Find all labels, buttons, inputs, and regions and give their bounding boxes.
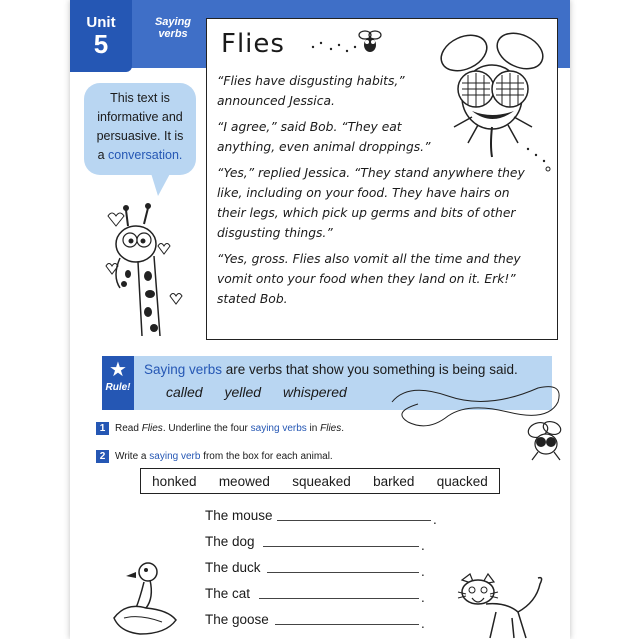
period-mark: . (421, 616, 425, 631)
answer-blank[interactable] (259, 598, 419, 599)
rule-example: yelled (224, 384, 262, 400)
story-paragraph: “Yes,” replied Jessica. “They stand anywhere they like, including on your food. They have hairs on their legs, which pick up germs and bits of other disgusting things.” (217, 166, 525, 240)
unit-topic-tag: Saying verbs (154, 16, 192, 40)
word-box (140, 468, 500, 494)
answer-line (205, 508, 437, 534)
word-option: quacked (436, 473, 488, 489)
question-number: 1 (96, 422, 109, 435)
period-mark: . (421, 538, 425, 553)
answer-line (205, 612, 425, 638)
period-mark: . (421, 590, 425, 605)
word-option: honked (152, 473, 197, 489)
question-2 (96, 450, 333, 463)
speech-line (84, 146, 196, 165)
animal-label: The cat (205, 586, 251, 601)
unit-badge (70, 0, 132, 72)
flying-fly-icon (388, 382, 566, 466)
question-text: Write a (115, 451, 150, 463)
answer-blank[interactable] (277, 520, 431, 521)
word-option: barked (373, 473, 415, 489)
rule-badge (102, 356, 134, 410)
worksheet-page (70, 0, 570, 639)
rule-example: called (166, 384, 203, 400)
speech-prefix: a (97, 148, 109, 162)
question-text: . Underline the four (162, 423, 251, 435)
question-highlight: saying verbs (250, 423, 307, 435)
rule-examples (166, 384, 365, 400)
question-number: 2 (96, 450, 109, 463)
word-option: squeaked (292, 473, 351, 489)
speech-line: This text is (110, 91, 170, 105)
story-text (217, 71, 537, 315)
story-title: Flies (221, 29, 285, 59)
question-text: from the box for each animal. (200, 451, 333, 463)
story-paragraph: “Flies have disgusting habits,” announced Jessica. (217, 74, 405, 108)
question-1 (96, 422, 344, 435)
giraffe-illustration-icon (98, 196, 198, 346)
animal-list (205, 508, 437, 638)
rule-label: Rule! (105, 382, 131, 393)
animal-label: The mouse (205, 508, 273, 523)
unit-number: 5 (93, 29, 109, 59)
animal-label: The dog (205, 534, 255, 549)
small-fly-icon (307, 27, 387, 61)
period-mark: . (433, 512, 437, 527)
speech-line: persuasive. It is (96, 129, 184, 143)
answer-line (205, 560, 425, 586)
unit-label: Unit (86, 14, 116, 31)
answer-line (205, 534, 425, 560)
rule-body: are verbs that show you something is being said. (222, 362, 518, 377)
answer-line (205, 586, 425, 612)
rule-highlight: Saying verbs (144, 362, 223, 377)
animal-label: The goose (205, 612, 269, 627)
question-text: Read (115, 423, 142, 435)
speech-bubble (84, 83, 196, 175)
question-text: in (306, 423, 321, 435)
story-paragraph: “I agree,” said Bob. “They eat anything, even animal droppings.” (217, 120, 431, 154)
story-paragraph: “Yes, gross. Flies also vomit all the time and they vomit onto your food when they land on it. Erk!” stated Bob. (217, 252, 521, 306)
animal-label: The duck (205, 560, 261, 575)
goose-illustration-icon (106, 558, 186, 639)
rule-text (144, 362, 518, 377)
question-title: Flies (141, 423, 163, 435)
answer-blank[interactable] (267, 572, 419, 573)
word-option: meowed (218, 473, 270, 489)
question-text: . (341, 423, 345, 435)
speech-highlight: conversation. (108, 148, 183, 162)
question-title: Flies (320, 423, 342, 435)
period-mark: . (421, 564, 425, 579)
cat-illustration-icon (456, 572, 546, 639)
question-highlight: saying verb (149, 451, 201, 463)
speech-line: informative and (97, 110, 183, 124)
speech-bubble-tail (150, 170, 172, 196)
rule-example: whispered (282, 384, 347, 400)
answer-blank[interactable] (275, 624, 419, 625)
story-box (206, 18, 558, 340)
star-icon: ★ (109, 359, 127, 381)
answer-blank[interactable] (263, 546, 419, 547)
